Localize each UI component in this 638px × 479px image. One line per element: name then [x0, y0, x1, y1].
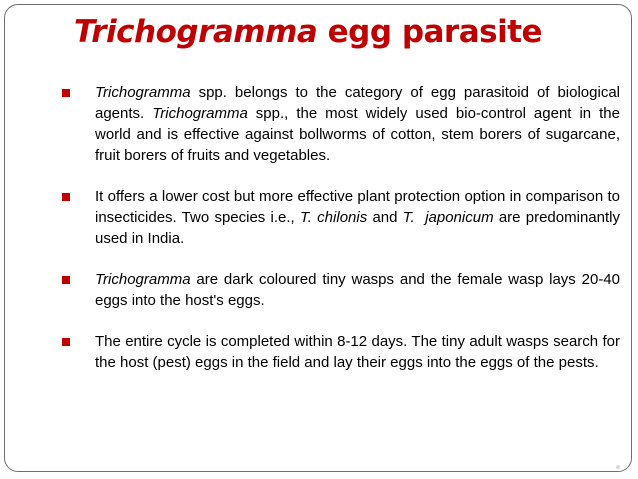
bullet-item: [60, 82, 620, 166]
bullet-text: [95, 271, 620, 309]
square-bullet-icon: [62, 276, 70, 284]
bullet-text-segment: are dark coloured tiny wasps and the female wasp lays 20-40 eggs into the host's eggs.: [95, 271, 620, 309]
bullet-text-segment: T. japonicum: [402, 209, 494, 226]
square-bullet-icon: [62, 193, 70, 201]
square-bullet-icon: [62, 338, 70, 346]
bullet-list: [60, 82, 620, 393]
bullet-text-segment: T. chilonis: [299, 209, 368, 226]
bullet-item: [60, 269, 620, 311]
bullet-text-segment: The entire cycle is completed within 8-12 days. The tiny adult wasps search for the host (pest) eggs in the field and lay their eggs into the eggs of the pests.: [95, 333, 620, 371]
bullet-text-segment: spp. belongs to the category of egg parasitoid of biological agents.: [95, 84, 620, 122]
bullet-text-segment: and: [367, 209, 403, 226]
slide-number-dot: [616, 465, 620, 469]
bullet-text-segment: It offers a lower cost but more effective plant protection option in comparison to insecticides. Two species i.e.,: [95, 188, 620, 226]
bullet-text: [95, 84, 620, 164]
bullet-item: [60, 186, 620, 249]
bullet-text: [95, 188, 620, 247]
slide-title-rest: egg parasite: [317, 14, 543, 50]
slide-title-italic: Trichogramma: [74, 14, 318, 50]
bullet-text-segment: Trichogramma: [95, 271, 191, 288]
bullet-text-segment: are predominantly used in India.: [95, 209, 620, 247]
bullet-text-segment: Trichogramma: [152, 105, 248, 122]
bullet-item: [60, 331, 620, 373]
square-bullet-icon: [62, 89, 70, 97]
bullet-text: [95, 333, 620, 371]
bullet-text-segment: spp., the most widely used bio-control agent in the world and is effective against bollworms of cotton, stem borers of sugarcane, fruit borers of fruits and vegetables.: [95, 105, 620, 164]
bullet-text-segment: Trichogramma: [95, 84, 191, 101]
slide-title: [74, 14, 542, 50]
